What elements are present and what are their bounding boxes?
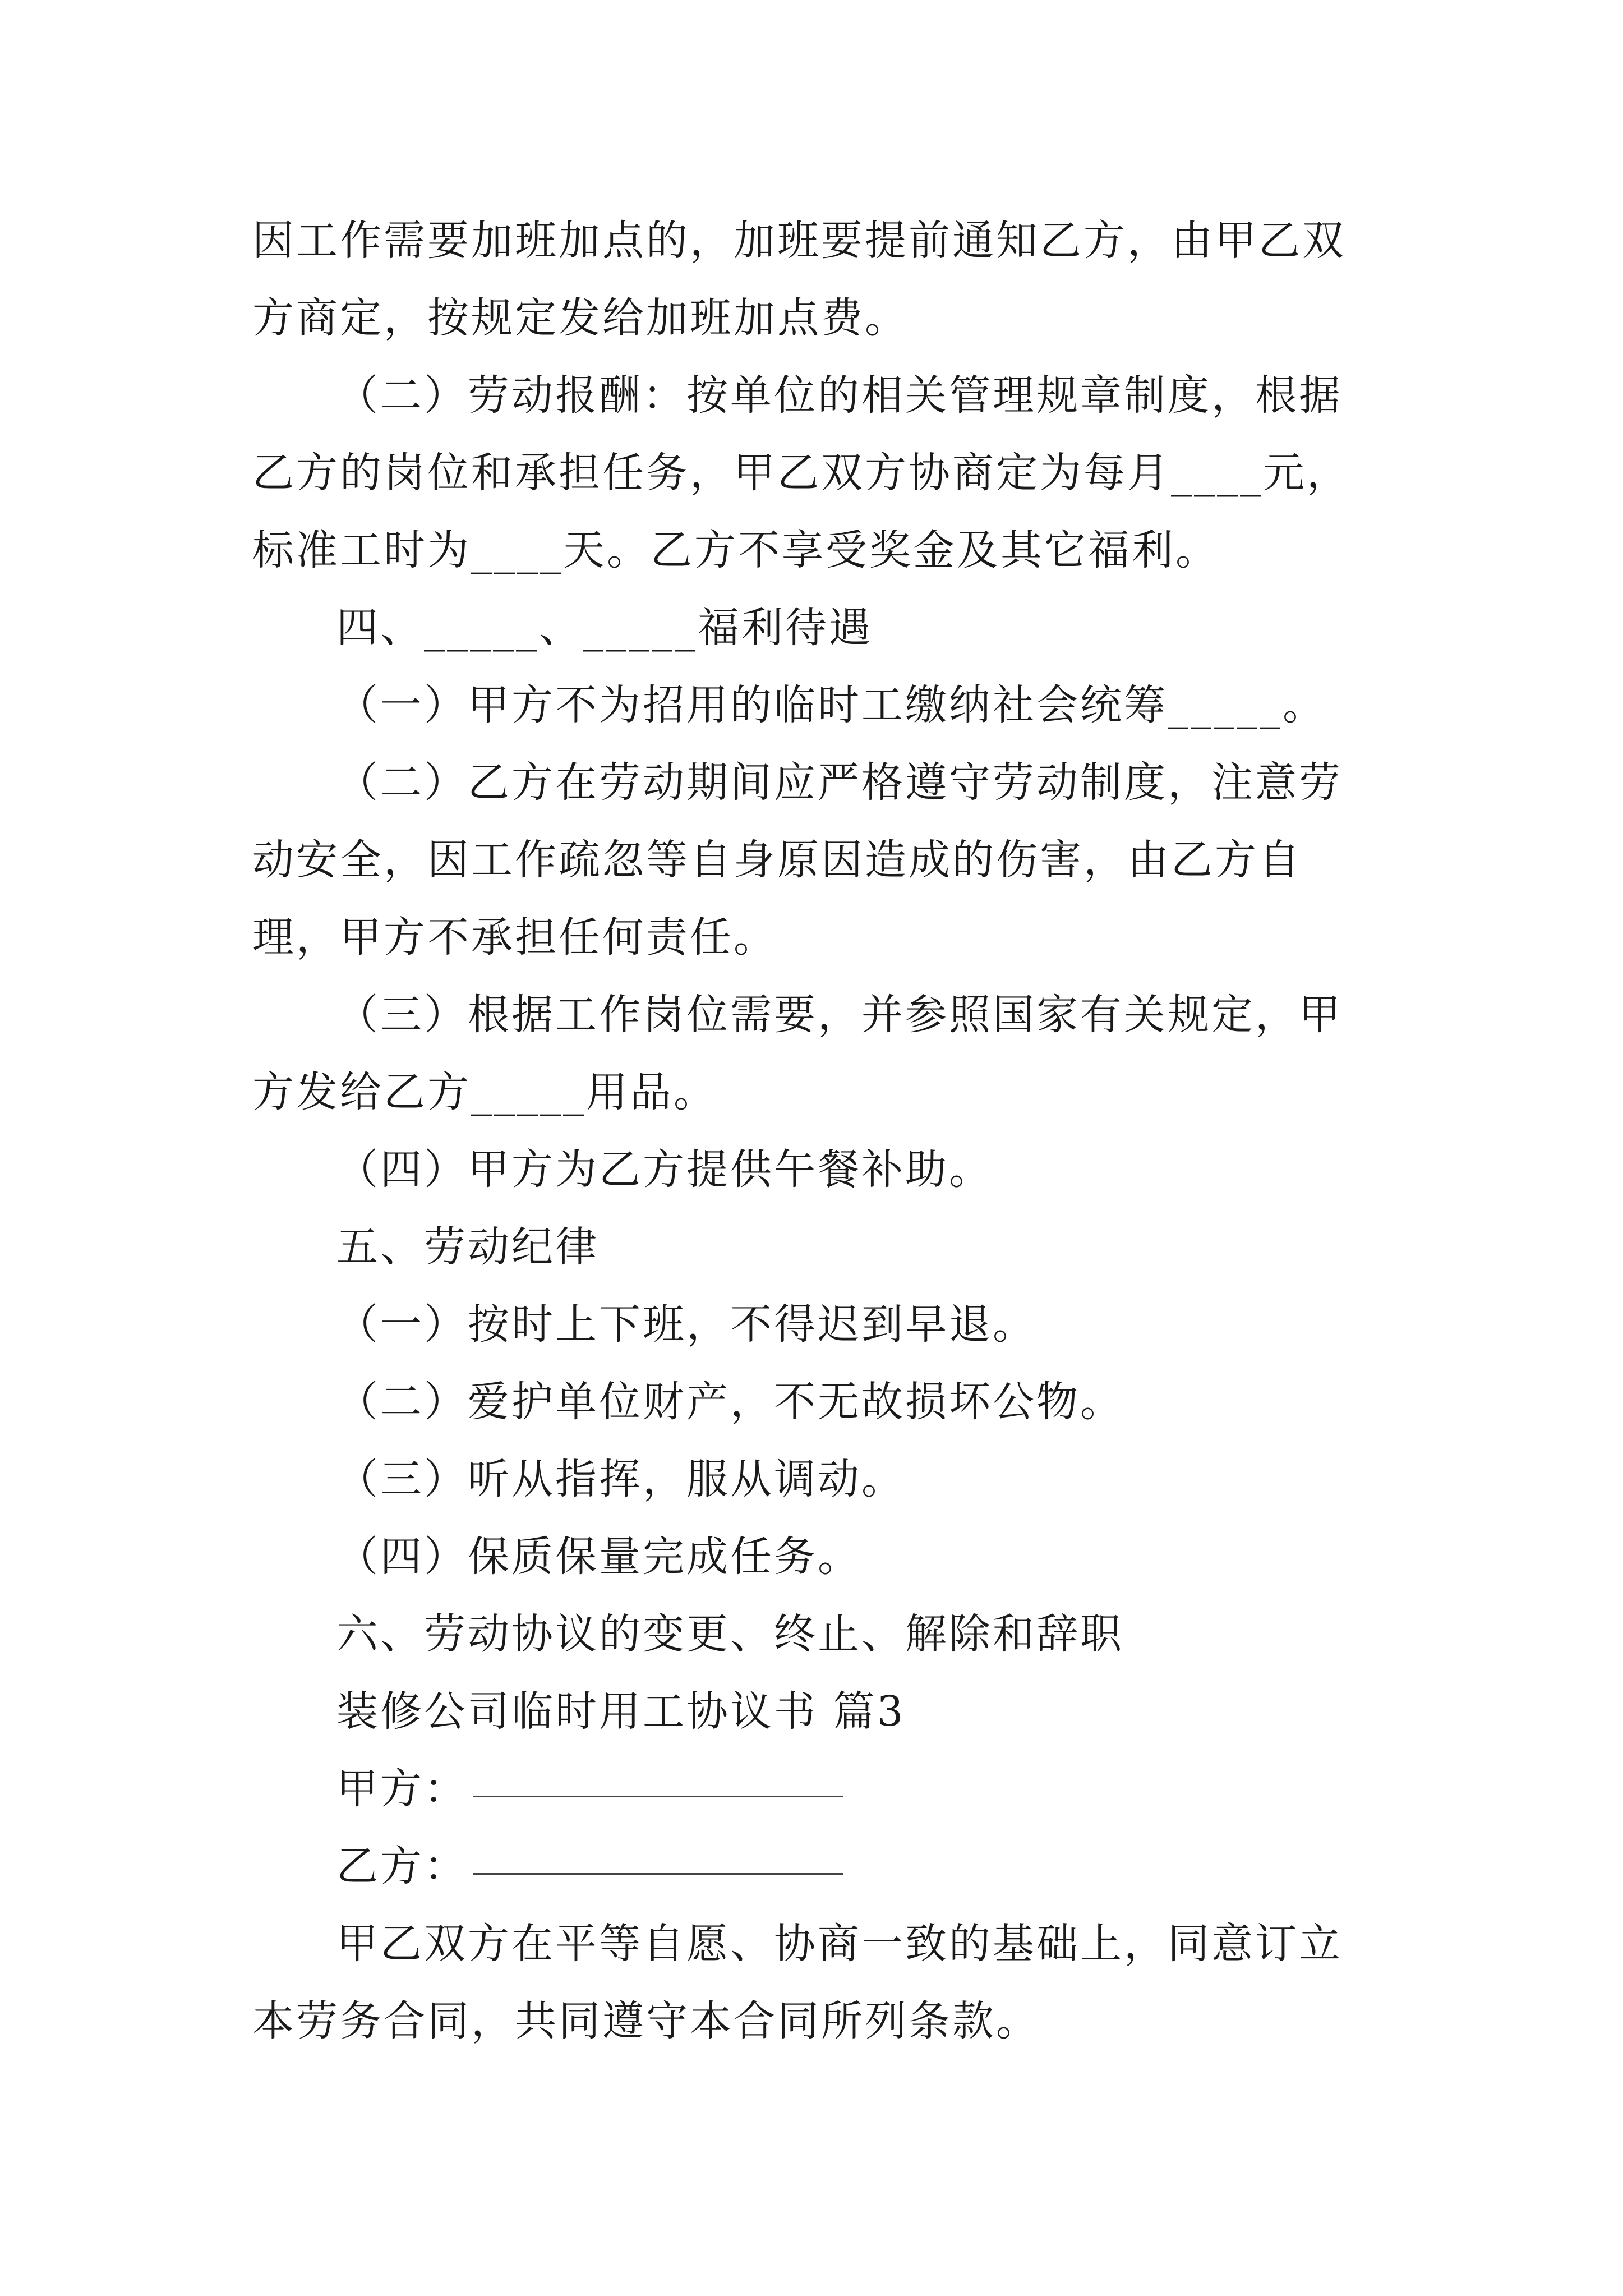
section-heading-welfare: 四、_____、_____福利待遇 bbox=[336, 604, 873, 652]
section-heading-discipline: 五、劳动纪律 bbox=[336, 1223, 599, 1271]
paragraph-social-insurance: （一）甲方不为招用的临时工缴纳社会统筹_____。 bbox=[336, 681, 1326, 729]
paragraph-supplies: （三）根据工作岗位需要，并参照国家有关规定，甲方发给乙方_____用品。 bbox=[252, 991, 1343, 1116]
paragraph-property: （二）爱护单位财产，不无故损坏公物。 bbox=[336, 1378, 1124, 1426]
party-a-line bbox=[252, 1750, 1385, 1828]
party-b-line bbox=[252, 1828, 1385, 1905]
document-section-title: 装修公司临时用工协议书 篇3 bbox=[336, 1687, 906, 1736]
paragraph-labor-pay: （二）劳动报酬：按单位的相关管理规章制度，根据乙方的岗位和承担任务，甲乙双方协商定为每月____元，标准工时为____天。乙方不享受奖金及其它福利。 bbox=[252, 371, 1350, 574]
party-a-label: 甲方： bbox=[336, 1765, 468, 1813]
paragraph-quality: （四）保质保量完成任务。 bbox=[336, 1533, 861, 1581]
party-a-blank bbox=[473, 1751, 843, 1797]
paragraph-safety: （二）乙方在劳动期间应严格遵守劳动制度，注意劳动安全，因工作疏忽等自身原因造成的伤害，由乙方自理，甲方不承担任何责任。 bbox=[252, 758, 1343, 961]
document-body bbox=[252, 202, 1385, 2060]
paragraph-obey: （三）听从指挥，服从调动。 bbox=[336, 1455, 905, 1503]
party-b-blank bbox=[473, 1828, 843, 1875]
party-b-label: 乙方： bbox=[336, 1842, 468, 1890]
paragraph-punctuality: （一）按时上下班，不得迟到早退。 bbox=[336, 1300, 1036, 1349]
paragraph-lunch: （四）甲方为乙方提供午餐补助。 bbox=[336, 1145, 993, 1194]
paragraph-agreement: 甲乙双方在平等自愿、协商一致的基础上，同意订立本劳务合同，共同遵守本合同所列条款。 bbox=[252, 1920, 1343, 2045]
section-heading-changes: 六、劳动协议的变更、终止、解除和辞职 bbox=[336, 1610, 1124, 1658]
paragraph-overtime: 因工作需要加班加点的，加班要提前通知乙方，由甲乙双方商定，按规定发给加班加点费。 bbox=[252, 217, 1346, 342]
